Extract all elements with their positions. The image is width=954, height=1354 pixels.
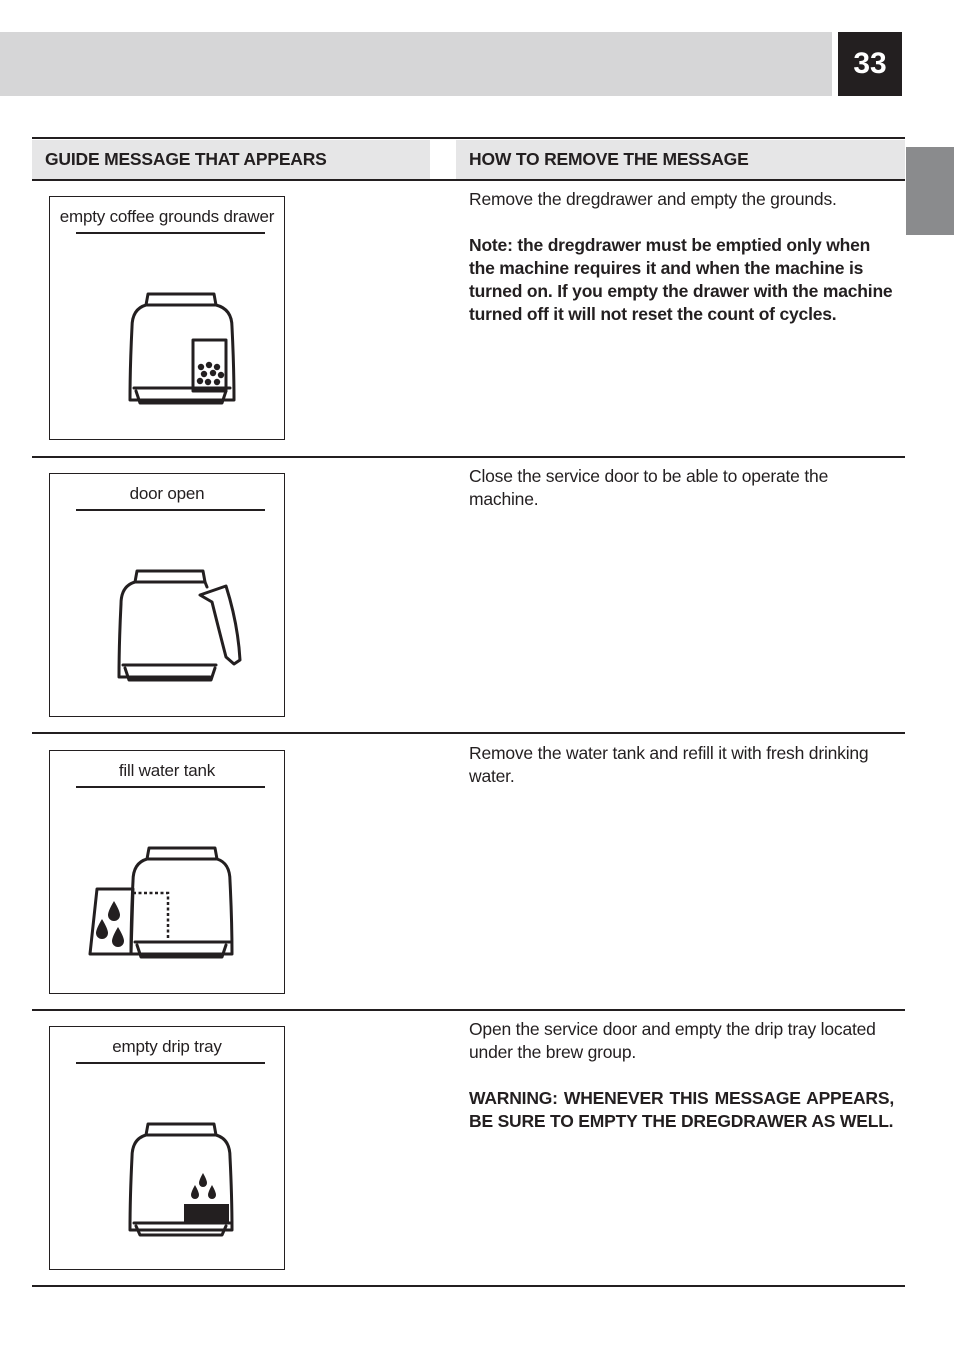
column-header-remedy: HOW TO REMOVE THE MESSAGE xyxy=(456,140,905,179)
table-top-rule xyxy=(32,137,905,139)
instruction-text: Remove the water tank and refill it with fresh drinking water. xyxy=(469,743,869,786)
remedy-text xyxy=(469,742,894,788)
row-divider xyxy=(32,456,905,458)
row-divider xyxy=(32,732,905,734)
instruction-text: Remove the dregdrawer and empty the grounds. xyxy=(469,189,837,209)
table-bottom-rule xyxy=(32,1285,905,1287)
column-header-message: GUIDE MESSAGE THAT APPEARS xyxy=(32,140,430,179)
instruction-text: Open the service door and empty the drip tray located under the brew group. xyxy=(469,1019,876,1062)
machine-drip-tray-icon xyxy=(50,1027,283,1268)
instruction-text: Close the service door to be able to operate the machine. xyxy=(469,466,829,509)
display-message-box xyxy=(49,1026,285,1270)
display-message-box xyxy=(49,750,285,994)
remedy-text xyxy=(469,465,894,511)
display-message-text: fill water tank xyxy=(118,761,216,780)
machine-door-open-icon xyxy=(50,474,283,715)
warning-text: WARNING: WHENEVER THIS MESSAGE APPEARS, BE SURE TO EMPTY THE DREGDRAWER AS WELL. xyxy=(469,1088,894,1131)
remedy-text xyxy=(469,1018,894,1133)
note-text: Note: the dregdrawer must be emptied only when the machine requires it and when the machine is turned on. If you empty the drawer with the machine turned off it will not reset the count of cycles. xyxy=(469,235,893,324)
machine-water-tank-icon xyxy=(50,751,283,992)
header-band xyxy=(0,32,832,96)
remedy-text xyxy=(469,188,894,326)
header-bottom-rule xyxy=(32,179,905,181)
display-message-text: empty coffee grounds drawer xyxy=(59,207,275,226)
display-message-box xyxy=(49,196,285,440)
page-number: 33 xyxy=(838,32,902,96)
display-message-text: door open xyxy=(129,484,205,503)
section-tab xyxy=(906,147,954,235)
display-message-text: empty drip tray xyxy=(112,1037,222,1056)
display-message-box xyxy=(49,473,285,717)
machine-grounds-drawer-icon xyxy=(50,197,283,438)
row-divider xyxy=(32,1009,905,1011)
